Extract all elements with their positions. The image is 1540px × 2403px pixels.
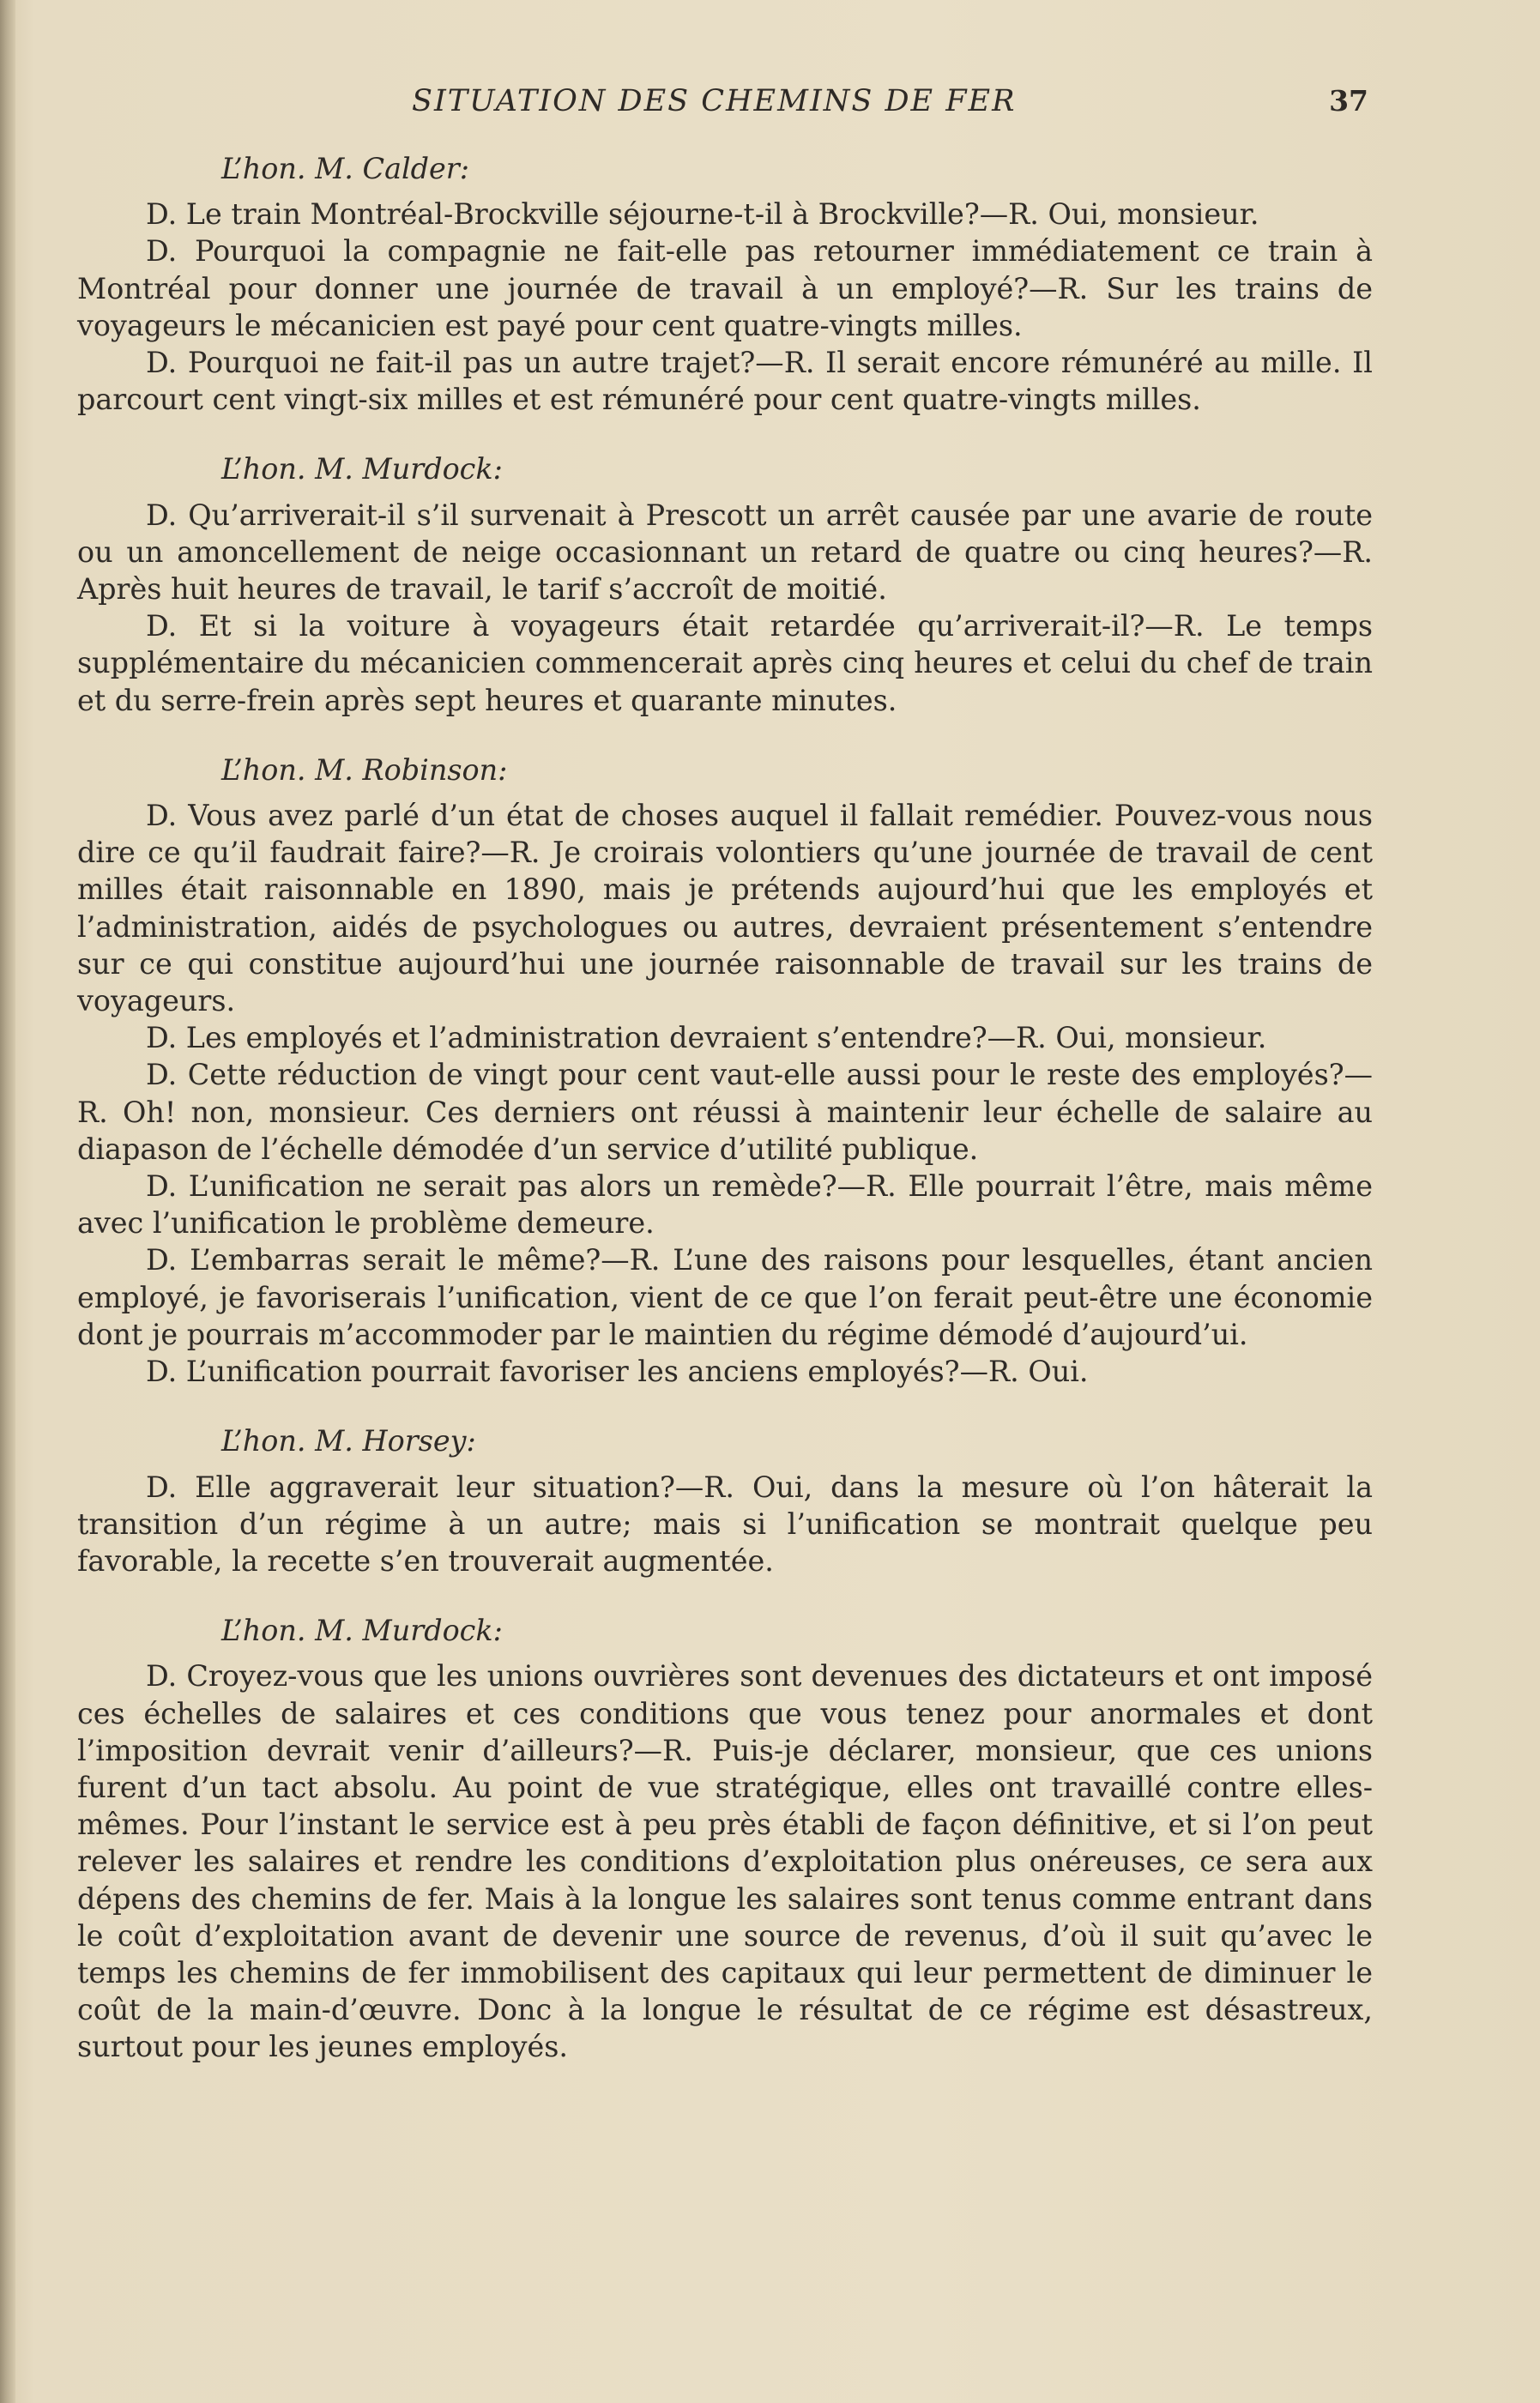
page-header	[77, 84, 1368, 127]
speaker-heading: L’hon. M. Robinson:	[221, 752, 508, 787]
paragraph: D. Elle aggraverait leur situation?—R. Oui, dans la mesure où l’on hâterait la transition d’un régime à un autre; mais si l’unification se montrait quelque peu favorable, la recette s’en trouverait augmentée.	[77, 1470, 1373, 1578]
paragraph: D. L’unification pourrait favoriser les anciens employés?—R. Oui.	[146, 1355, 1089, 1389]
speaker-heading: L’hon. M. Murdock:	[221, 452, 503, 486]
speaker-heading: L’hon. M. Calder:	[221, 152, 470, 185]
paragraph: D. Pourquoi la compagnie ne fait-elle pas retourner immédiatement ce train à Montréal pour donner une journée de travail à un employé?—R. Sur les trains de voyageurs le mécanicien est payé pour cent quatre-vingts milles.	[77, 234, 1373, 342]
page-number: 37	[1329, 84, 1368, 118]
body-text	[77, 150, 1373, 2066]
running-title: SITUATION DES CHEMINS DE FER	[412, 84, 1017, 118]
paragraph: D. Le train Montréal-Brockville séjourne-t-il à Brockville?—R. Oui, monsieur.	[146, 197, 1259, 232]
paragraph: D. Qu’arriverait-il s’il survenait à Prescott un arrêt causée par une avarie de route ou un amoncellement de neige occasionnant un retard de quatre ou cinq heures?—R. Après huit heures de travail, le tarif s’accroît de moitié.	[77, 498, 1373, 607]
paragraph: D. Vous avez parlé d’un état de choses auquel il fallait remédier. Pouvez-vous nous dire ce qu’il faudrait faire?—R. Je croirais volontiers qu’une journée de travail de cent milles était raisonnable en 1890, mais je prétends aujourd’hui que les employés et l’administration, aidés de psychologues ou autres, devraient présentement s’entendre sur ce qui constitue aujourd’hui une journée raisonnable de travail sur les trains de voyageurs.	[77, 799, 1373, 1018]
speaker-heading: L’hon. M. Murdock:	[221, 1614, 503, 1648]
speaker-heading: L’hon. M. Horsey:	[221, 1424, 476, 1458]
paragraph: D. L’unification ne serait pas alors un remède?—R. Elle pourrait l’être, mais même avec l’unification le problème demeure.	[77, 1169, 1373, 1241]
paragraph: D. Croyez-vous que les unions ouvrières sont devenues des dictateurs et ont imposé ces échelles de salaires et ces conditions que vous tenez pour anormales et dont l’imposition devrait venir d’ailleurs?—R. Puis-je déclarer, monsieur, que ces unions furent d’un tact absolu. Au point de vue stratégique, elles ont travaillé contre elles-mêmes. Pour l’instant le service est à peu près établi de façon définitive, et si l’on peut relever les salaires et rendre les conditions d’exploitation plus onéreuses, ce sera aux dépens des chemins de fer. Mais à la longue les salaires sont tenus comme entrant dans le coût d’exploitation avant de devenir une source de revenus, d’où il suit qu’avec le temps les chemins de fer immobilisent des capitaux qui leur permettent de diminuer le coût de la main-d’œuvre. Donc à la longue le résultat de ce régime est désastreux, surtout pour les jeunes employés.	[77, 1659, 1373, 2064]
book-spine-edge	[0, 0, 15, 2403]
paragraph: D. L’embarras serait le même?—R. L’une des raisons pour lesquelles, étant ancien employé, je favoriserais l’unification, vient de ce que l’on ferait peut-être une économie dont je pourrais m’accommoder par le maintien du régime démodé d’aujourd’ui.	[77, 1243, 1373, 1351]
paragraph: D. Cette réduction de vingt pour cent vaut-elle aussi pour le reste des employés?—R. Oh! non, monsieur. Ces derniers ont réussi à maintenir leur échelle de salaire au diapason de l’échelle démodée d’un service d’utilité publique.	[77, 1058, 1373, 1166]
paragraph: D. Et si la voiture à voyageurs était retardée qu’arriverait-il?—R. Le temps supplémentaire du mécanicien commencerait après cinq heures et celui du chef de train et du serre-frein après sept heures et quarante minutes.	[77, 609, 1373, 717]
paragraph: D. Pourquoi ne fait-il pas un autre trajet?—R. Il serait encore rémunéré au mille. Il parcourt cent vingt-six milles et est rémunéré pour cent quatre-vingts milles.	[77, 346, 1373, 417]
paragraph: D. Les employés et l’administration devraient s’entendre?—R. Oui, monsieur.	[146, 1021, 1267, 1055]
